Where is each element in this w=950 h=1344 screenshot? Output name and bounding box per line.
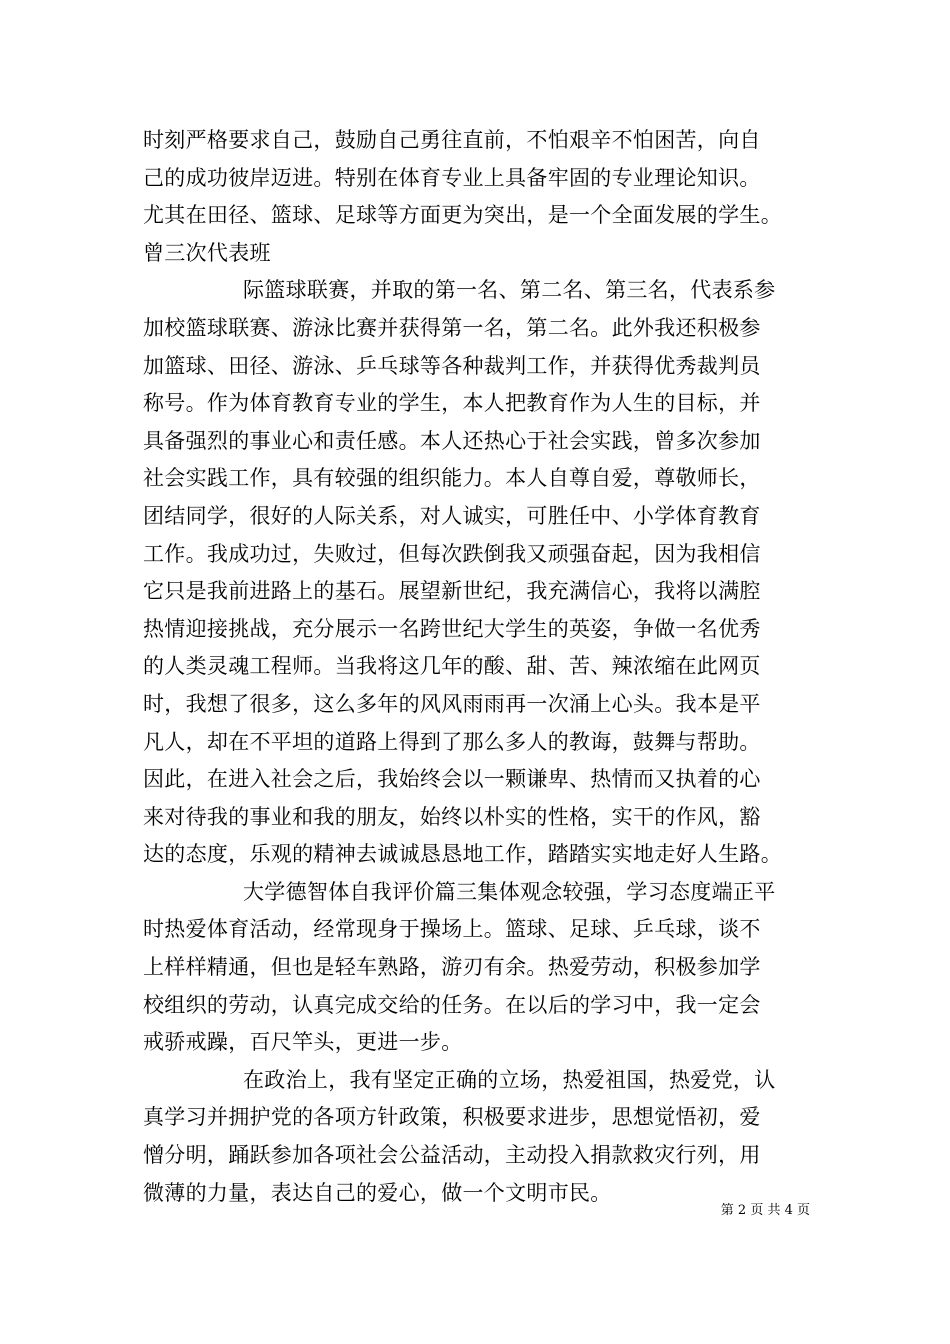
text-line: 时热爱体育活动，经常现身于操场上。篮球、足球、乒乓球，谈不 [143,917,761,942]
text-line: 戒骄戒躁，百尺竿头，更进一步。 [143,1030,463,1055]
text-line: 上样样精通，但也是轻车熟路，游刃有余。热爱劳动，积极参加学 [143,955,761,980]
paragraph [143,122,823,272]
text-line: 尤其在田径、篮球、足球等方面更为突出，是一个全面发展的学生。 [143,203,782,228]
text-line: 在政治上，我有坚定正确的立场，热爱祖国，热爱党，认 [243,1067,776,1092]
text-line: 来对待我的事业和我的朋友，始终以朴实的性格，实干的作风，豁 [143,804,761,829]
page-number-footer: 第 2 页 共 4 页 [720,1203,810,1218]
text-line: 曾三次代表班 [143,240,271,265]
text-line: 加篮球、田径、游泳、乒乓球等各种裁判工作，并获得优秀裁判员 [143,353,761,378]
text-line: 时刻严格要求自己，鼓励自己勇往直前，不怕艰辛不怕困苦，向自 [143,128,761,152]
text-line: 工作。我成功过，失败过，但每次跌倒我又顽强奋起，因为我相信 [143,541,761,566]
text-line: 憎分明，踊跃参加各项社会公益活动，主动投入捐款救灾行列，用 [143,1143,761,1168]
text-line: 具备强烈的事业心和责任感。本人还热心于社会实践，曾多次参加 [143,428,761,453]
text-line: 时，我想了很多，这么多年的风风雨雨再一次涌上心头。我本是平 [143,691,761,716]
text-line: 的人类灵魂工程师。当我将这几年的酸、甜、苦、辣浓缩在此网页 [143,654,761,679]
text-line: 际篮球联赛，并取的第一名、第二名、第三名，代表系参 [243,278,776,303]
text-line: 大学德智体自我评价篇三集体观念较强，学习态度端正平 [243,879,776,904]
paragraph [143,874,823,1062]
text-line: 它只是我前进路上的基石。展望新世纪，我充满信心，我将以满腔 [143,579,761,604]
text-line: 校组织的劳动，认真完成交给的任务。在以后的学习中，我一定会 [143,992,761,1017]
paragraph [143,1062,823,1212]
text-line: 达的态度，乐观的精神去诚诚恳恳地工作，踏踏实实地走好人生路。 [143,842,782,867]
text-line: 热情迎接挑战，充分展示一名跨世纪大学生的英姿，争做一名优秀 [143,616,761,641]
text-line: 加校篮球联赛、游泳比赛并获得第一名，第二名。此外我还积极参 [143,315,761,340]
text-line: 因此，在进入社会之后，我始终会以一颗谦卑、热情而又执着的心 [143,767,761,792]
document-body [143,122,823,1212]
text-line: 社会实践工作，具有较强的组织能力。本人自尊自爱，尊敬师长， [143,466,761,491]
text-line: 称号。作为体育教育专业的学生，本人把教育作为人生的目标，并 [143,391,761,416]
text-line: 微薄的力量，表达自己的爱心，做一个文明市民。 [143,1180,612,1205]
paragraph [143,272,823,874]
text-line: 凡人，却在不平坦的道路上得到了那么多人的教诲，鼓舞与帮助。 [143,729,761,754]
text-line: 己的成功彼岸迈进。特别在体育专业上具备牢固的专业理论知识。 [143,165,761,190]
text-line: 团结同学，很好的人际关系，对人诚实，可胜任中、小学体育教育 [143,503,761,528]
text-line: 真学习并拥护党的各项方针政策，积极要求进步，思想觉悟初，爱 [143,1105,761,1130]
